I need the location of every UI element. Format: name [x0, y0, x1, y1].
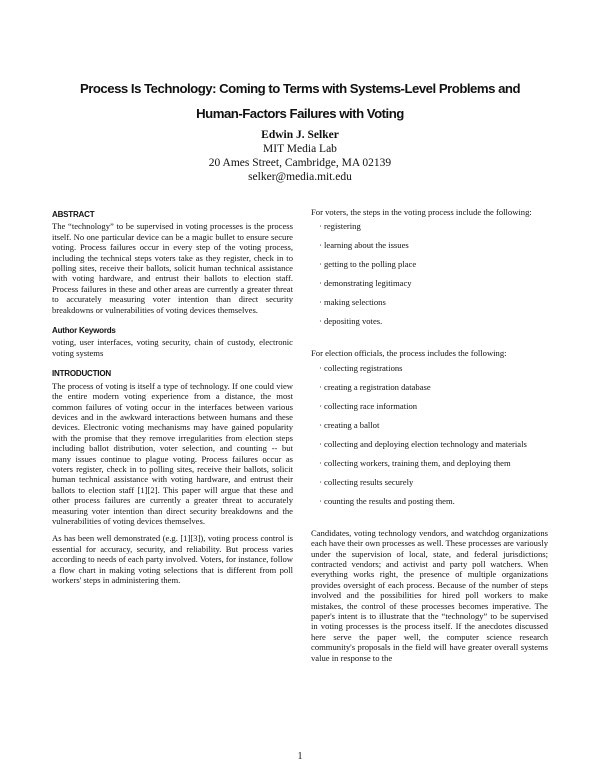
keywords-heading: Author Keywords	[52, 326, 116, 336]
keywords-text: voting, user interfaces, voting security, chain of custody, electronic voting systems	[52, 337, 293, 358]
list-item: · counting the results and posting them.	[319, 495, 455, 506]
list-item: · collecting workers, training them, and deploying them	[319, 457, 511, 468]
list-item: · collecting results securely	[319, 476, 414, 487]
author-name: Edwin J. Selker	[261, 129, 339, 141]
list-item: · creating a registration database	[319, 381, 431, 392]
introduction-para-1: The process of voting is itself a type of technology. If one could view the entire modern voting experience from a distance, the most common failures of voting occur in the interfaces between various devices and in the awkward interactions between humans and these devices. Electronic voting mechanisms may have gained popularity with the promise that they remove irregularities from election steps including ballot distribution, voter selection, and counting -- but many issues continue to plague voting. Process failures occur as voters register, check in to polling sites, receive their ballots, solicit human technical assistance with voting hardware, and entrust their ballots to election staff [1][2]. This paper will argue that these and other process failures are currently a greater threat to accurately measuring voter intention than direct security breakdowns and the vulnerabilities of voting devices themselves.	[52, 380, 293, 526]
title-line-1: Process Is Technology: Coming to Terms with Systems-Level Problems and	[79, 81, 521, 96]
list-item: · collecting race information	[319, 400, 418, 411]
closing-paragraph: Candidates, voting technology vendors, and watchdog organizations each have their own processes as well. These processes are variously under the supervision of local, state, and federal jurisdictions; contracted vendors; and activist and party poll watchers. When everything works right, the presence of multiple organizations provides oversight of each process. Because of the number of steps involved and the possibilities for hired poll workers to make mistakes, the control of these processes becomes imperative. The paper's intent is to illustrate that the “technology” to be supervised in voting processes is the process itself. If the anecdotes discussed here serve the paper well, the computer science research community's proposals in the field will have greater overall systems value in response to the	[311, 527, 548, 663]
paper-title	[40, 76, 560, 126]
title-line-2: Human-Factors Failures with Voting	[196, 106, 404, 121]
list-item: · collecting registrations	[319, 362, 403, 373]
list-item: · learning about the issues	[319, 240, 409, 251]
author-address: 20 Ames Street, Cambridge, MA 02139	[208, 157, 392, 169]
list-item: · demonstrating legitimacy	[319, 278, 412, 289]
author-affiliation: MIT Media Lab	[263, 143, 337, 155]
officials-list	[311, 363, 548, 506]
list-item: · getting to the polling place	[319, 259, 417, 270]
page-number: 1	[297, 751, 303, 762]
introduction-para-2: As has been well demonstrated (e.g. [1][3]), voting process control is essential for accuracy, security, and reliability. But process varies according to needs of each party involved. Voters, for instance, follow a flow chart in making voting selections that is different from poll workers' steps in administering them.	[52, 533, 293, 585]
voters-list	[311, 221, 548, 326]
author-block	[0, 128, 600, 184]
right-column	[311, 207, 548, 663]
officials-intro: For election officials, the process includes the following:	[311, 348, 507, 359]
list-item: · making selections	[319, 297, 386, 308]
abstract-heading: ABSTRACT	[52, 210, 95, 219]
left-column	[52, 210, 293, 585]
introduction-heading: INTRODUCTION	[52, 369, 111, 379]
list-item: · depositing votes.	[319, 316, 383, 327]
list-item: · creating a ballot	[319, 419, 380, 430]
list-item: · registering	[319, 221, 361, 232]
author-email: selker@media.mit.edu	[248, 171, 352, 183]
abstract-text: The “technology” to be supervised in voting processes is the process itself. No one particular device can be a magic bullet to ensure secure voting. Process failures occur in every step of the voting process, including the technical steps voters take as they register, check in to polling sites, receive their ballots, solicit human technical assistance with voting hardware, and entrust their ballots to election staff. Process failures in these and other areas are currently a greater threat to accurately measuring voter intention than direct security breakdowns or vulnerabilities of voting devices themselves.	[52, 221, 293, 315]
voters-intro: For voters, the steps in the voting process include the following:	[311, 207, 532, 217]
list-item: · collecting and deploying election technology and materials	[319, 438, 527, 449]
